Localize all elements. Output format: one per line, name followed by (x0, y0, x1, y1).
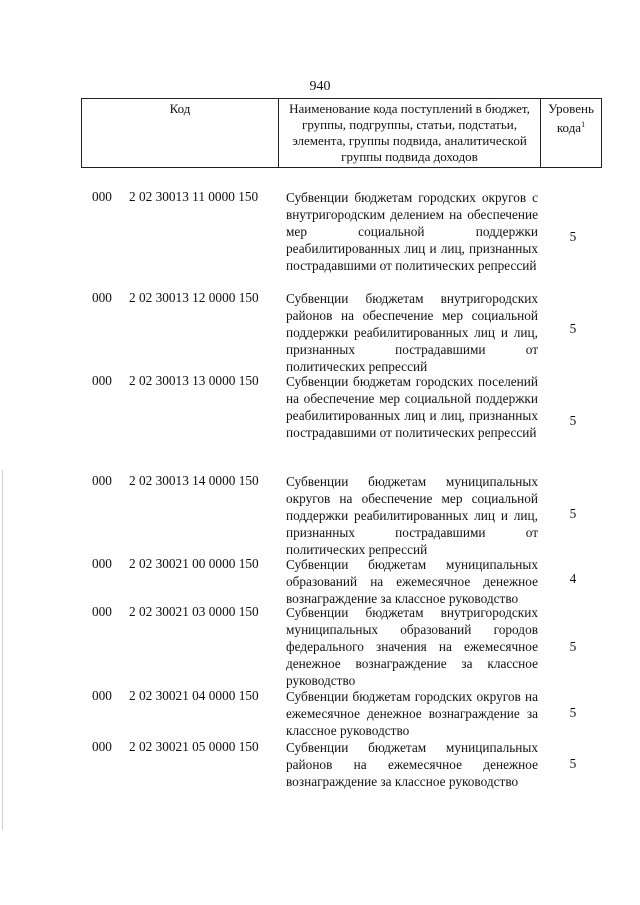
code-level: 5 (569, 413, 577, 428)
header-level (541, 99, 602, 168)
classifier-code: 000 (92, 556, 112, 571)
header-name: Наименование кода поступлений в бюджет, группы, подгруппы, статьи, подстатьи, элемента, группы подвида, аналитической группы подвида доходов (279, 99, 541, 168)
header-level-footnote: 1 (581, 120, 586, 129)
revenue-code: 2 02 30013 12 0000 150 (129, 290, 259, 305)
scan-edge-line (2, 470, 3, 830)
revenue-code: 2 02 30013 14 0000 150 (129, 473, 259, 488)
classifier-code: 000 (92, 739, 112, 754)
revenue-name: Субвенции бюджетам городских округов на ежемесячное денежное вознаграждение за классное руководство (286, 689, 538, 738)
classifier-code: 000 (92, 373, 112, 388)
revenue-name: Субвенции бюджетам муниципальных районов на ежемесячное денежное вознаграждение за классное руководство (286, 740, 538, 789)
revenue-code: 2 02 30013 11 0000 150 (129, 189, 259, 204)
revenue-code: 2 02 30021 04 0000 150 (129, 688, 259, 703)
classifier-code: 000 (92, 290, 112, 305)
classifier-code: 000 (92, 189, 112, 204)
revenue-code: 2 02 30021 05 0000 150 (129, 739, 259, 754)
revenue-code: 2 02 30021 03 0000 150 (129, 604, 259, 619)
table-header (81, 98, 602, 168)
code-level: 5 (569, 756, 577, 771)
code-level: 5 (569, 639, 577, 654)
page-number: 940 (309, 79, 331, 94)
classifier-code: 000 (92, 688, 112, 703)
revenue-name: Субвенции бюджетам внутригородских муниципальных образований городов федерального значения на ежемесячное денежное вознаграждение за классное руководство (286, 605, 538, 688)
code-level: 5 (569, 506, 577, 521)
classifier-code: 000 (92, 604, 112, 619)
code-level: 5 (569, 321, 577, 336)
revenue-name: Субвенции бюджетам городских округов с внутригородским делением на обеспечение мер социальной поддержки реабилитированных лиц и лиц, признанных пострадавшими от политических репрессий (286, 190, 538, 273)
classifier-code: 000 (92, 473, 112, 488)
revenue-name: Субвенции бюджетам муниципальных округов на обеспечение мер социальной поддержки реабилитированных лиц и лиц, признанных пострадавшими от политических репрессий (286, 474, 538, 557)
code-level: 4 (569, 571, 577, 586)
revenue-name: Субвенции бюджетам внутригородских районов на обеспечение мер социальной поддержки реабилитированных лиц и лиц, признанных пострадавшими от политических репрессий (286, 291, 538, 374)
code-level: 5 (569, 229, 577, 244)
header-code: Код (82, 99, 279, 168)
code-level: 5 (569, 705, 577, 720)
revenue-name: Субвенции бюджетам городских поселений на обеспечение мер социальной поддержки реабилитированных лиц и лиц, признанных пострадавшими от политических репрессий (286, 374, 538, 440)
revenue-code: 2 02 30021 00 0000 150 (129, 556, 259, 571)
revenue-name: Субвенции бюджетам муниципальных образований на ежемесячное денежное вознаграждение за классное руководство (286, 557, 538, 606)
header-level-label: Уровень кода (548, 101, 594, 135)
revenue-code: 2 02 30013 13 0000 150 (129, 373, 259, 388)
